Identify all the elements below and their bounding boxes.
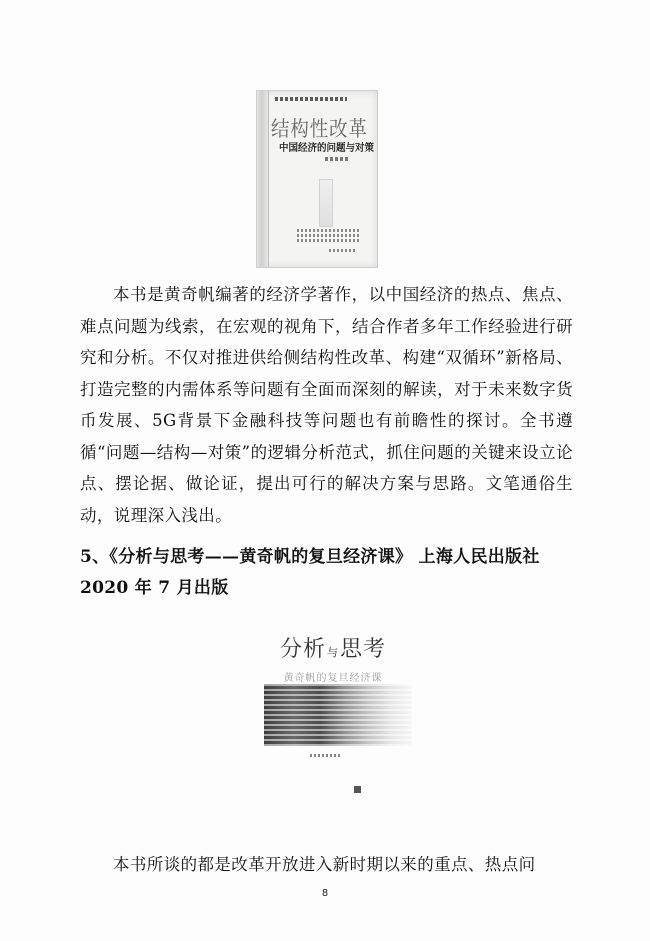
cover-title-connector: 与: [327, 646, 339, 659]
cover-blurb-line: [297, 229, 359, 232]
book-cover-analysis-and-thinking: [250, 624, 416, 802]
cover-illustration: [319, 179, 333, 227]
cover-subtitle: 黄奇帆的复旦经济课: [283, 673, 383, 684]
cover-subtitle: 中国经济的问题与对策: [279, 143, 374, 154]
cover-publisher-mark: [329, 249, 357, 252]
book-cover-structural-reform: [256, 90, 378, 268]
cover-title: [250, 632, 416, 663]
cover-author-mark: [325, 157, 349, 161]
cover-title: 结构性改革: [271, 117, 368, 141]
cover-author-mark: [310, 754, 340, 757]
book-spine: [257, 91, 269, 267]
cover-series-line: [275, 97, 347, 101]
item-5-heading: 5、《分析与思考——黄奇帆的复旦经济课》 上海人民出版社 2020 年 7 月出版: [80, 547, 540, 598]
cover-title-part2: 思考: [340, 637, 387, 662]
cover-blurb-line: [297, 234, 359, 237]
page-number: 8: [321, 888, 329, 899]
cover-blurb-line: [297, 239, 359, 242]
cover-title-part1: 分析: [279, 637, 326, 662]
book2-description: 本书所谈的都是改革开放进入新时期以来的重点、热点问: [113, 855, 536, 874]
book1-description: 本书是黄奇帆编著的经济学著作，以中国经济的热点、焦点、难点问题为线索，在宏观的视角下，结合作者多年工作经验进行研究和分析。不仅对推进供给侧结构性改革、构建“双循环”新格局、打造完整的内需体系等问题有全面而深刻的解读，对于未来数字货币发展、5G背景下金融科技等问题也有前瞻性的探讨。全书遵循“问题—结构—对策”的逻辑分析范式，抓住问题的关键来设立论点、摆论据、做论证，提出可行的解决方案与思路。文笔通俗生动，说理深入浅出。: [80, 285, 573, 525]
publisher-logo: [354, 786, 361, 793]
cover-photo-band: [264, 684, 412, 746]
